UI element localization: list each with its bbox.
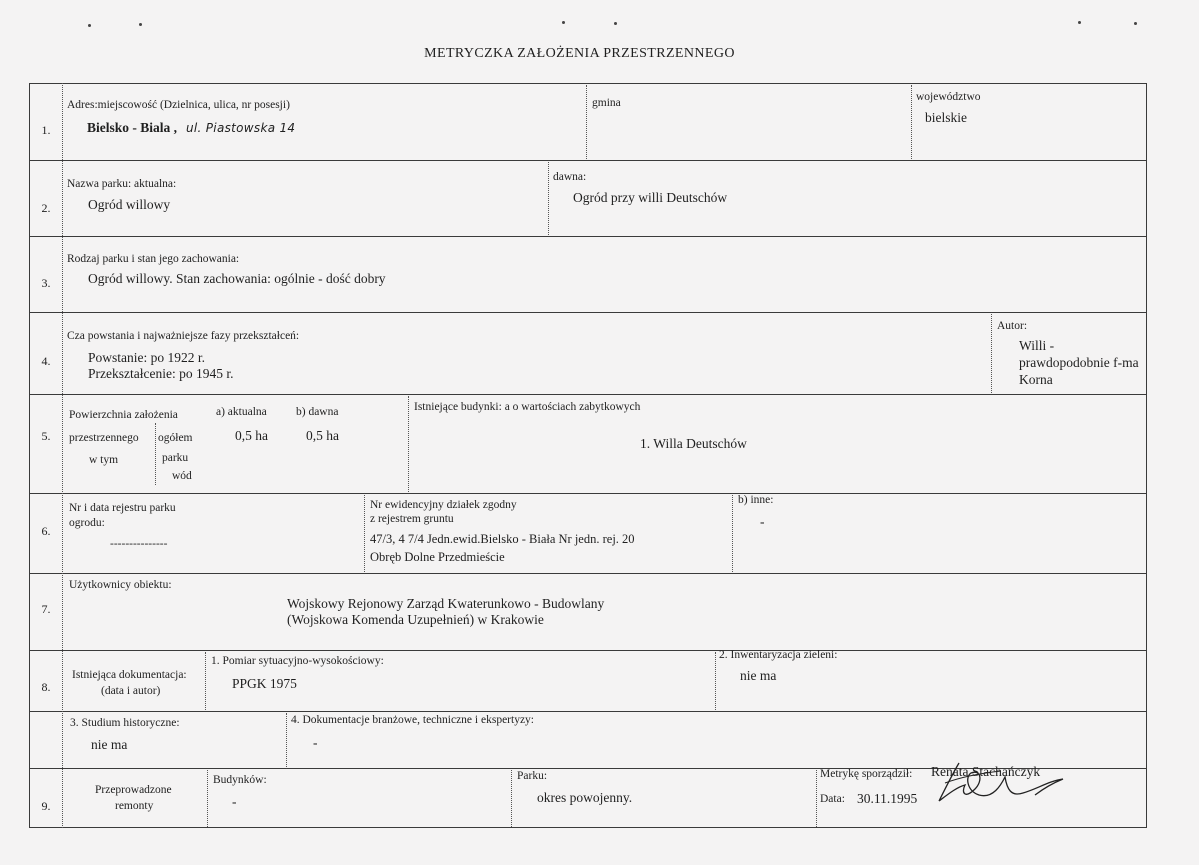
row-number: 3. [41,276,51,290]
repairs-park-label: Parku: [517,770,548,782]
punch-mark [562,21,565,24]
repairs-label: remonty [115,800,154,812]
park-name-label: Nazwa parku: aktualna: [67,178,177,190]
row-number: 2. [41,201,51,215]
author-value: prawdopodobnie f-ma [1019,355,1139,370]
water-label: wód [172,470,192,482]
table-border-left [29,83,30,828]
address-label: Adres:miejscowość (Dzielnica, ulica, nr posesji) [67,99,290,111]
cell-divider [408,396,409,492]
row-border [29,711,1147,712]
creation-time-label: Cza powstania i najważniejsze fazy przekształceń: [67,330,300,342]
area-former-label: b) dawna [296,406,339,418]
row-number: 5. [41,429,51,443]
documentation-label: (data i autor) [101,685,161,697]
row-border [29,573,1147,574]
form-table [29,83,1147,828]
punch-mark [1078,21,1081,24]
history-value: nie ma [91,737,128,752]
punch-mark [1134,22,1137,25]
cell-divider [548,162,549,235]
author-value: Korna [1019,372,1053,387]
technical-value: - [313,735,318,750]
of-which-label: w tym [89,454,119,466]
other-label: b) inne: [738,494,774,506]
park-type-label: Rodzaj parku i stan jego zachowania: [67,253,240,265]
plots-value: Obręb Dolne Przedmieście [370,550,505,564]
survey-value: PPGK 1975 [232,676,297,691]
transformation-value: Przekształcenie: po 1945 r. [88,366,234,381]
cell-divider [732,495,733,572]
cell-divider [511,770,512,827]
area-label: Powierzchnia założenia [69,409,178,421]
other-value: - [760,514,765,529]
inventory-value: nie ma [740,668,777,683]
cell-divider [911,85,912,159]
registry-label: ogrodu: [69,517,105,529]
spatial-label: przestrzennego [69,432,139,444]
users-value: Wojskowy Rejonowy Zarząd Kwaterunkowo - Budowlany [287,596,605,611]
former-name-label: dawna: [553,171,587,183]
row-border [29,650,1147,651]
row-border [29,827,1147,828]
repairs-buildings-value: - [232,794,237,809]
row-number: 7. [41,602,51,616]
repairs-buildings-label: Budynków: [213,774,267,786]
plots-label: Nr ewidencyjny działek zgodny [370,499,517,511]
row-border [29,493,1147,494]
punch-mark [88,24,91,27]
cell-divider [286,713,287,767]
users-value: (Wojskowa Komenda Uzupełnień) w Krakowie [287,612,544,627]
row-border [29,394,1147,395]
repairs-park-value: okres powojenny. [537,790,633,805]
number-column-divider [62,83,63,828]
row-border [29,312,1147,313]
document-title: METRYCZKA ZAŁOŻENIA PRZESTRZENNEGO [424,46,735,61]
punch-mark [139,23,142,26]
area-current-value: 0,5 ha [235,428,268,443]
date-label: Data: [820,793,845,805]
cell-divider [991,314,992,393]
users-label: Użytkownicy obiektu: [69,579,172,591]
signature-image [931,759,1081,809]
cell-divider [207,770,208,827]
buildings-label: Istniejące budynki: a o wartościach zabytkowych [414,401,641,413]
total-label: ogółem [158,432,193,444]
cell-divider [364,495,365,572]
wojewodztwo-label: województwo [916,91,981,103]
cell-divider [816,770,817,827]
repairs-label: Przeprowadzone [95,784,172,796]
row-border [29,236,1147,237]
registry-value: --------------- [110,538,168,550]
area-current-label: a) aktualna [216,406,267,418]
inventory-label: 2. Inwentaryzacja zieleni: [719,649,838,661]
row-number: 9. [41,799,51,813]
history-label: 3. Studium historyczne: [70,717,180,729]
survey-label: 1. Pomiar sytuacyjno-wysokościowy: [211,655,384,667]
wojewodztwo-value: bielskie [925,110,967,125]
row-number: 6. [41,524,51,538]
row-border [29,83,1147,84]
cell-divider [586,85,587,159]
park-label: parku [162,452,189,464]
punch-mark [614,22,617,25]
table-border-right [1146,83,1147,828]
address-handwritten: ul. Piastowska 14 [186,121,296,135]
row-number: 4. [41,354,51,368]
documentation-label: Istniejąca dokumentacja: [72,669,187,681]
date-value: 30.11.1995 [857,791,918,806]
park-name-value: Ogród willowy [88,197,171,212]
plots-value: 47/3, 4 7/4 Jedn.ewid.Bielsko - Biała Nr jedn. rej. 20 [370,532,635,546]
row-number: 1. [41,123,51,137]
park-type-value: Ogród willowy. Stan zachowania: ogólnie - dość dobry [88,271,386,286]
prepared-by-value: Renata Stachańczyk [931,764,1041,779]
area-former-value: 0,5 ha [306,428,339,443]
author-value: Willi - [1019,338,1055,353]
address-value: Bielsko - Biala , [87,120,178,135]
row-border [29,160,1147,161]
former-name-value: Ogród przy willi Deutschów [573,190,728,205]
registry-label: Nr i data rejestru parku [69,502,176,514]
plots-label: z rejestrem gruntu [370,513,454,525]
cell-divider [715,652,716,710]
creation-value: Powstanie: po 1922 r. [88,350,205,365]
cell-divider [155,423,156,485]
technical-label: 4. Dokumentacje branżowe, techniczne i ekspertyzy: [291,714,534,726]
buildings-value: 1. Willa Deutschów [640,436,747,451]
cell-divider [205,652,206,710]
gmina-label: gmina [592,97,621,109]
row-number: 8. [41,680,51,694]
author-label: Autor: [997,320,1028,332]
prepared-by-label: Metrykę sporządził: [820,768,913,780]
